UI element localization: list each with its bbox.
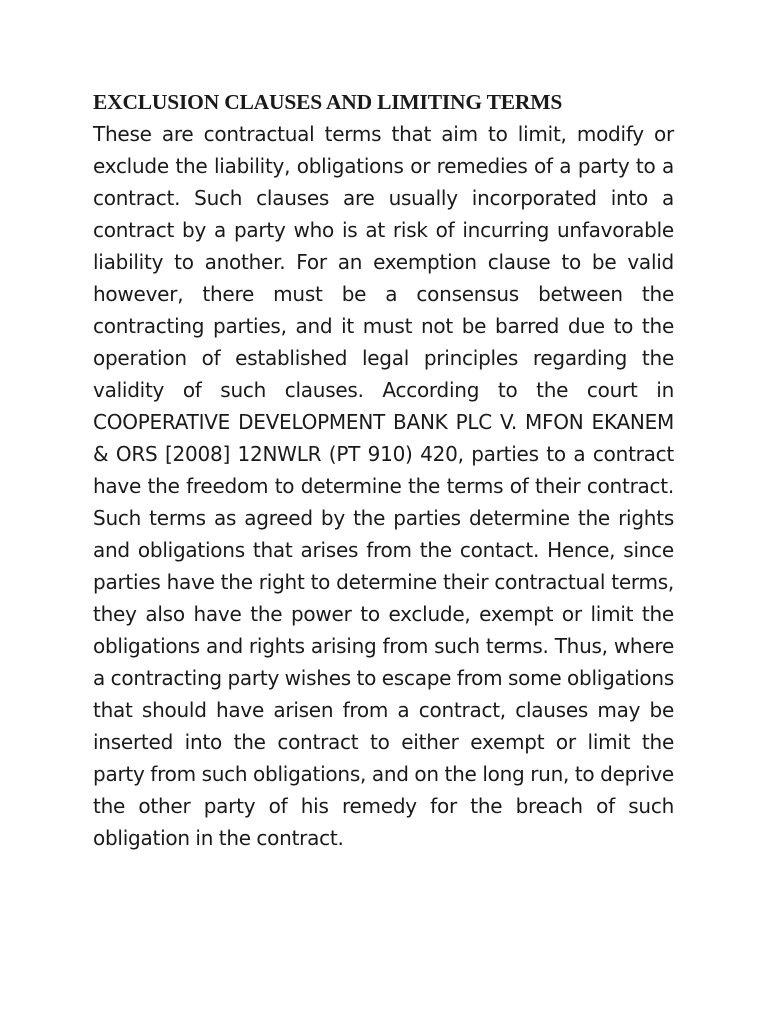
document-heading: EXCLUSION CLAUSES AND LIMITING TERMS	[93, 90, 563, 114]
document-body-paragraph: These are contractual terms that aim to limit, modify or exclude the liability, obligations or remedies of a party to a contract. Such clauses are usually incorporated into a contract by a party who is at risk of incurring unfavorable liability to another. For an exemption clause to be valid however, there must be a consensus between the contracting parties, and it must not be barred due to the operation of established legal principles regarding the validity of such clauses. According to the court in COOPERATIVE DEVELOPMENT BANK PLC V. MFON EKANEM & ORS [2008] 12NWLR (PT 910) 420, parties to a contract have the freedom to determine the terms of their contract. Such terms as agreed by the parties determine the rights and obligations that arises from the contact. Hence, since parties have the right to determine their contractual terms, they also have the power to exclude, exempt or limit the obligations and rights arising from such terms. Thus, where a contracting party wishes to escape from some obligations that should have arisen from a contract, clauses may be inserted into the contract to either exempt or limit the party from such obligations, and on the long run, to deprive the other party of his remedy for the breach of such obligation in the contract.	[93, 122, 674, 850]
document-content	[93, 86, 674, 854]
